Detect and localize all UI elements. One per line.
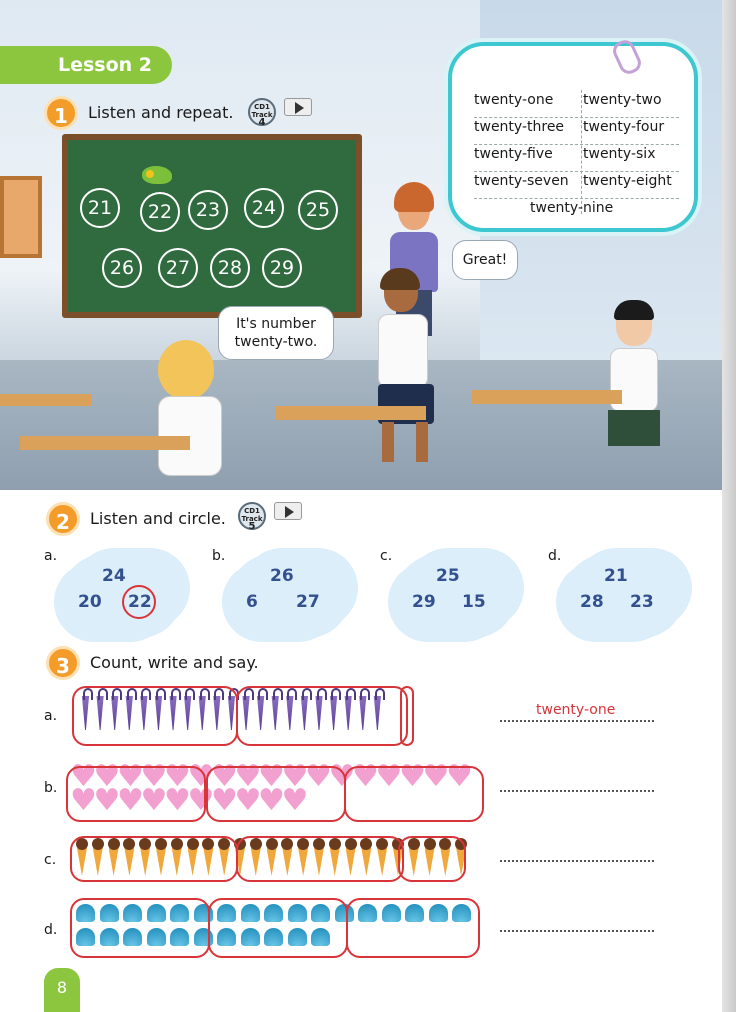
cloud-number-top[interactable]: 25 — [436, 566, 460, 586]
vocab-divider — [474, 117, 679, 118]
cd-label: CD1 — [244, 507, 260, 515]
vocab-divider — [474, 144, 679, 145]
exercise-1-title: Listen and repeat. — [88, 103, 234, 122]
grouping-oval — [70, 898, 210, 958]
exercise-2-title: Listen and circle. — [90, 509, 226, 528]
answer-line[interactable] — [500, 720, 654, 722]
vocab-word: twenty-eight — [583, 173, 672, 189]
lesson-tab: Lesson 2 — [0, 46, 172, 84]
grouping-oval — [398, 836, 466, 882]
vocab-word: twenty-four — [583, 119, 665, 135]
cloud-number-right[interactable]: 27 — [296, 592, 320, 612]
board-number: 25 — [298, 190, 338, 230]
vocab-word: twenty-five — [474, 146, 553, 162]
desk — [472, 390, 622, 404]
answer-line[interactable] — [500, 860, 654, 862]
answer-circle — [122, 585, 156, 619]
vocab-divider — [474, 171, 679, 172]
exercise-3-title: Count, write and say. — [90, 653, 259, 672]
page-number: 8 — [44, 968, 80, 1012]
board-number: 29 — [262, 248, 302, 288]
row-letter: d. — [44, 922, 58, 938]
vocab-divider — [474, 198, 679, 199]
answer-line[interactable] — [500, 930, 654, 932]
answer-line[interactable] — [500, 790, 654, 792]
board-number: 22 — [140, 192, 180, 232]
cd-label: CD1 — [254, 103, 270, 111]
grouping-oval — [208, 898, 348, 958]
grouping-oval — [70, 836, 238, 882]
cloud-number-left[interactable]: 20 — [78, 592, 102, 612]
desk — [276, 406, 426, 420]
play-icon[interactable] — [284, 98, 312, 116]
board-number: 24 — [244, 188, 284, 228]
item-letter: a. — [44, 548, 58, 564]
cloud-number-top[interactable]: 24 — [102, 566, 126, 586]
exercise-2-number: 2 — [46, 502, 80, 536]
grouping-oval — [346, 898, 480, 958]
corkboard — [0, 176, 42, 258]
cloud-number-left[interactable]: 28 — [580, 592, 604, 612]
written-answer: twenty-one — [536, 702, 616, 718]
cd-track-icon[interactable] — [238, 502, 266, 530]
play-icon[interactable] — [274, 502, 302, 520]
vocab-word: twenty-nine — [530, 200, 614, 216]
boy-figure — [370, 272, 460, 472]
girl-blonde-figure — [150, 340, 230, 480]
cloud-number-top[interactable]: 21 — [604, 566, 628, 586]
grouping-oval — [66, 766, 206, 822]
bird-icon — [142, 166, 172, 184]
cd-track-label: Track — [251, 111, 273, 119]
cd-track-number: 5 — [248, 521, 256, 532]
cloud-number-top[interactable]: 26 — [270, 566, 294, 586]
bubble-teacher-text: Great! — [462, 252, 508, 268]
board-number: 28 — [210, 248, 250, 288]
vocab-divider — [581, 90, 582, 214]
bubble-boy-line2: twenty-two. — [234, 334, 318, 350]
board-number: 26 — [102, 248, 142, 288]
row-letter: c. — [44, 852, 57, 868]
row-letter: a. — [44, 708, 58, 724]
cd-track-label: Track — [241, 515, 263, 523]
vocab-word: twenty-six — [583, 146, 656, 162]
vocab-word: twenty-two — [583, 92, 662, 108]
vocab-word: twenty-seven — [474, 173, 569, 189]
desk — [20, 436, 190, 450]
grouping-oval — [72, 686, 238, 746]
cloud-number-right[interactable]: 15 — [462, 592, 486, 612]
board-number: 27 — [158, 248, 198, 288]
grouping-oval — [400, 686, 414, 746]
vocab-word: twenty-one — [474, 92, 554, 108]
desk — [0, 394, 92, 406]
exercise-1-number: 1 — [44, 96, 78, 130]
grouping-oval — [206, 766, 346, 822]
grouping-oval — [236, 686, 408, 746]
cd-track-number: 4 — [258, 117, 266, 128]
vocabulary-cloud — [448, 42, 698, 232]
grouping-oval — [344, 766, 484, 822]
speech-bubble-boy — [218, 306, 334, 360]
girl-dark-hair-figure — [600, 304, 670, 454]
cloud-number-right[interactable]: 22 — [128, 592, 152, 612]
cloud-number-right[interactable]: 23 — [630, 592, 654, 612]
board-number: 21 — [80, 188, 120, 228]
item-letter: b. — [212, 548, 226, 564]
cloud-number-left[interactable]: 29 — [412, 592, 436, 612]
item-letter: d. — [548, 548, 562, 564]
board-number: 23 — [188, 190, 228, 230]
grouping-oval — [236, 836, 404, 882]
page-gutter — [722, 0, 736, 1012]
item-letter: c. — [380, 548, 393, 564]
vocab-word: twenty-three — [474, 119, 565, 135]
cd-track-icon[interactable] — [248, 98, 276, 126]
bubble-boy-line1: It's number — [236, 316, 316, 332]
cloud-number-left[interactable]: 6 — [246, 592, 258, 612]
speech-bubble-teacher — [452, 240, 518, 280]
row-letter: b. — [44, 780, 58, 796]
exercise-3-number: 3 — [46, 646, 80, 680]
